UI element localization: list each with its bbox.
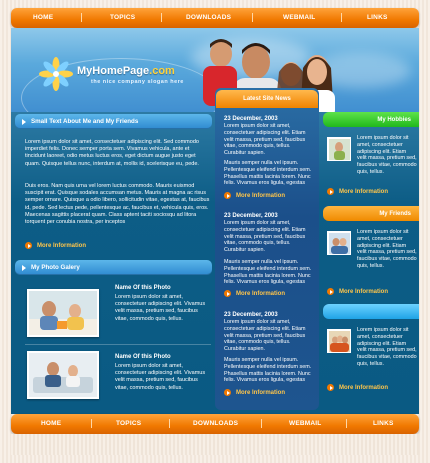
nav-separator	[91, 419, 92, 428]
nav-topics[interactable]: TOPICS	[110, 14, 136, 21]
news-3-text: Lorem ipsum dolor sit amet, consectetuer adipiscing elit. Etiam velit massa, pretium sed, faucibus vitae, commodo quis, tellus. Curabitur sapien.	[224, 319, 306, 353]
friends-text: Lorem ipsum dolor sit amet, consectetuer adipiscing elit. Etiam velit massa, pretium sed, faucibus vitae, commodo quis, tellus.	[357, 229, 417, 269]
nav-downloads[interactable]: DOWNLOADS	[186, 14, 232, 21]
arrow-right-icon	[224, 192, 231, 199]
friends-more-label: More Information	[339, 288, 388, 295]
third-thumbnail[interactable]	[327, 329, 351, 353]
nav-separator	[346, 419, 347, 428]
footer-nav-topics[interactable]: TOPICS	[116, 420, 142, 427]
friends-tab	[323, 206, 419, 221]
nav-home[interactable]: HOME	[33, 14, 54, 21]
page	[11, 8, 419, 455]
gallery-photo-2[interactable]	[27, 351, 99, 399]
about-paragraph-2-text: Quisque sodales accumsan metus. Mauris at magna ac risus semper ornare. Quisque a odio libero, sollicitudin vitae, egestas at, faucibus id, pede. Sed lectus pede, pellentesque ac, faucibus et, vehicula quis, eros. Maecenas sagittis placerat quam. Class aptent taciti sociosqu ad litora torquent per conubia nostra, per inceptos	[25, 190, 210, 226]
arrow-right-icon	[25, 242, 32, 249]
nav-links[interactable]: LINKS	[367, 14, 388, 21]
about-title-bar	[15, 114, 212, 129]
nav-separator	[169, 419, 170, 428]
gallery-photo-2-text: Lorem ipsum dolor sit amet, consectetuer adipiscing elit. Vivamus velit massa, pretium sed, faucibus vitae, commodo quis, tellus.	[115, 363, 206, 391]
news-3-more-link[interactable]	[224, 389, 285, 396]
friends-thumbnail[interactable]	[327, 231, 351, 255]
logo-name: MyHomePage	[77, 65, 150, 77]
footer-nav-webmail[interactable]: WEBMAIL	[289, 420, 322, 427]
news-2-more-link[interactable]	[224, 290, 285, 297]
arrow-right-icon	[327, 384, 334, 391]
hobbies-more-link[interactable]	[327, 188, 388, 195]
logo-slogan: the nice company slogan here	[91, 79, 184, 85]
about-highlight-link[interactable]: Duis eros. Nam quis urna vel lorem luctus commodo. Mauris euismod suscipit erat.	[25, 183, 195, 197]
about-more-label: More Information	[37, 242, 86, 249]
arrow-right-icon	[224, 389, 231, 396]
hobby-photo	[329, 139, 350, 160]
gallery-title: My Photo Galery	[31, 264, 80, 271]
logo-tld: .com	[149, 65, 175, 77]
about-paragraph-1: Lorem ipsum dolor sit amet, consectetuer adipiscing elit. Sed commodo imperdiet felis. Donec semper porta sem. Vivamus vehicula, ante et tincidunt laoreet, odio metus luctus eros, eget dictum augue justo eget quam. Quisque tellus nunc, interdum at, mollis id, scelerisque eu, pede.	[25, 139, 199, 167]
nav-separator	[252, 13, 253, 22]
hobbies-text: Lorem ipsum dolor sit amet, consectetuer adipiscing elit. Etiam velit massa, pretium sed, faucibus vitae, commodo quis, tellus.	[357, 135, 417, 175]
news-3-more-label: More Information	[236, 389, 285, 396]
news-title-tab: Latest Site News	[216, 90, 318, 108]
triangle-bullet-icon	[22, 119, 26, 125]
hobbies-more-label: More Information	[339, 188, 388, 195]
nav-separator	[261, 419, 262, 428]
friends-title: My Friends	[379, 210, 411, 217]
nav-separator	[341, 13, 342, 22]
gallery-title-bar	[15, 260, 212, 275]
footer-nav-links[interactable]: LINKS	[373, 420, 394, 427]
footer-nav-downloads[interactable]: DOWNLOADS	[193, 420, 239, 427]
gallery-photo-1-name[interactable]: Name Of this Photo	[115, 285, 171, 291]
news-2-more-label: More Information	[236, 290, 285, 297]
news-1-date: 23 December, 2003	[224, 116, 278, 122]
top-nav	[11, 8, 419, 28]
third-text: Lorem ipsum dolor sit amet, consectetuer adipiscing elit. Etiam velit massa, pretium sed, faucibus vitae, commodo quis, tellus.	[357, 327, 417, 367]
hobbies-thumbnail[interactable]	[327, 137, 351, 161]
friends-more-link[interactable]	[327, 288, 388, 295]
group-photo	[329, 331, 350, 352]
gallery-photo-1-text: Lorem ipsum dolor sit amet, consectetuer adipiscing elit. Vivamus velit massa, pretium sed, faucibus vitae, commodo quis, tellus.	[115, 294, 206, 322]
footer-band	[11, 434, 419, 455]
gallery-photo-2-name[interactable]: Name Of this Photo	[115, 354, 171, 360]
third-more-label: More Information	[339, 384, 388, 391]
about-title: Small Text About Me and My Friends	[31, 118, 139, 125]
gallery-photo-1[interactable]	[27, 289, 99, 337]
triangle-bullet-icon	[22, 265, 26, 271]
news-3-date: 23 December, 2003	[224, 312, 278, 318]
nav-separator	[161, 13, 162, 22]
about-more-link[interactable]	[25, 242, 86, 249]
friends-photo	[329, 233, 350, 254]
nav-webmail[interactable]: WEBMAIL	[283, 14, 316, 21]
third-more-link[interactable]	[327, 384, 388, 391]
news-1-text: Lorem ipsum dolor sit amet, consectetuer adipiscing elit. Etiam velit massa, pretium sed, faucibus vitae, commodo quis, tellus. Curabitur sapien.	[224, 123, 306, 157]
news-2-date: 23 December, 2003	[224, 213, 278, 219]
flower-logo-icon[interactable]	[39, 57, 73, 91]
news-1-more-link[interactable]	[224, 192, 285, 199]
family-sofa-photo	[29, 353, 97, 397]
hobbies-title: My Hobbies	[377, 116, 411, 123]
family-breakfast-photo	[29, 291, 97, 335]
nav-separator	[81, 13, 82, 22]
arrow-right-icon	[224, 290, 231, 297]
news-2-text: Lorem ipsum dolor sit amet, consectetuer adipiscing elit. Etiam velit massa, pretium sed, faucibus vitae, commodo quis, tellus. Curabitur sapien.	[224, 220, 306, 254]
news-1-more-label: More Information	[236, 192, 285, 199]
news-3-text-2: Mauris semper nulla vel ipsum. Pellentesque eleifend interdum sem. Phasellus mattis lacinia lorem. Nunc felis. Vivamus eros ligula, egestas	[224, 357, 312, 384]
arrow-right-icon	[327, 188, 334, 195]
arrow-right-icon	[327, 288, 334, 295]
logo-wordmark[interactable]	[77, 65, 175, 77]
news-2-text-2: Mauris semper nulla vel ipsum. Pellentesque eleifend interdum sem. Phasellus mattis lacinia lorem. Nunc felis. Vivamus eros ligula, egestas	[224, 259, 312, 286]
hobbies-tab	[323, 112, 419, 127]
bottom-nav	[11, 414, 419, 434]
news-1-text-2: Mauris semper nulla vel ipsum. Pellentesque eleifend interdum sem. Phasellus mattis lacinia lorem. Nunc felis. Vivamus eros ligula, egestas	[224, 160, 312, 187]
gallery-divider	[25, 344, 211, 345]
about-paragraph-2	[25, 183, 211, 226]
footer-nav-home[interactable]: HOME	[41, 420, 62, 427]
third-tab	[323, 304, 419, 319]
